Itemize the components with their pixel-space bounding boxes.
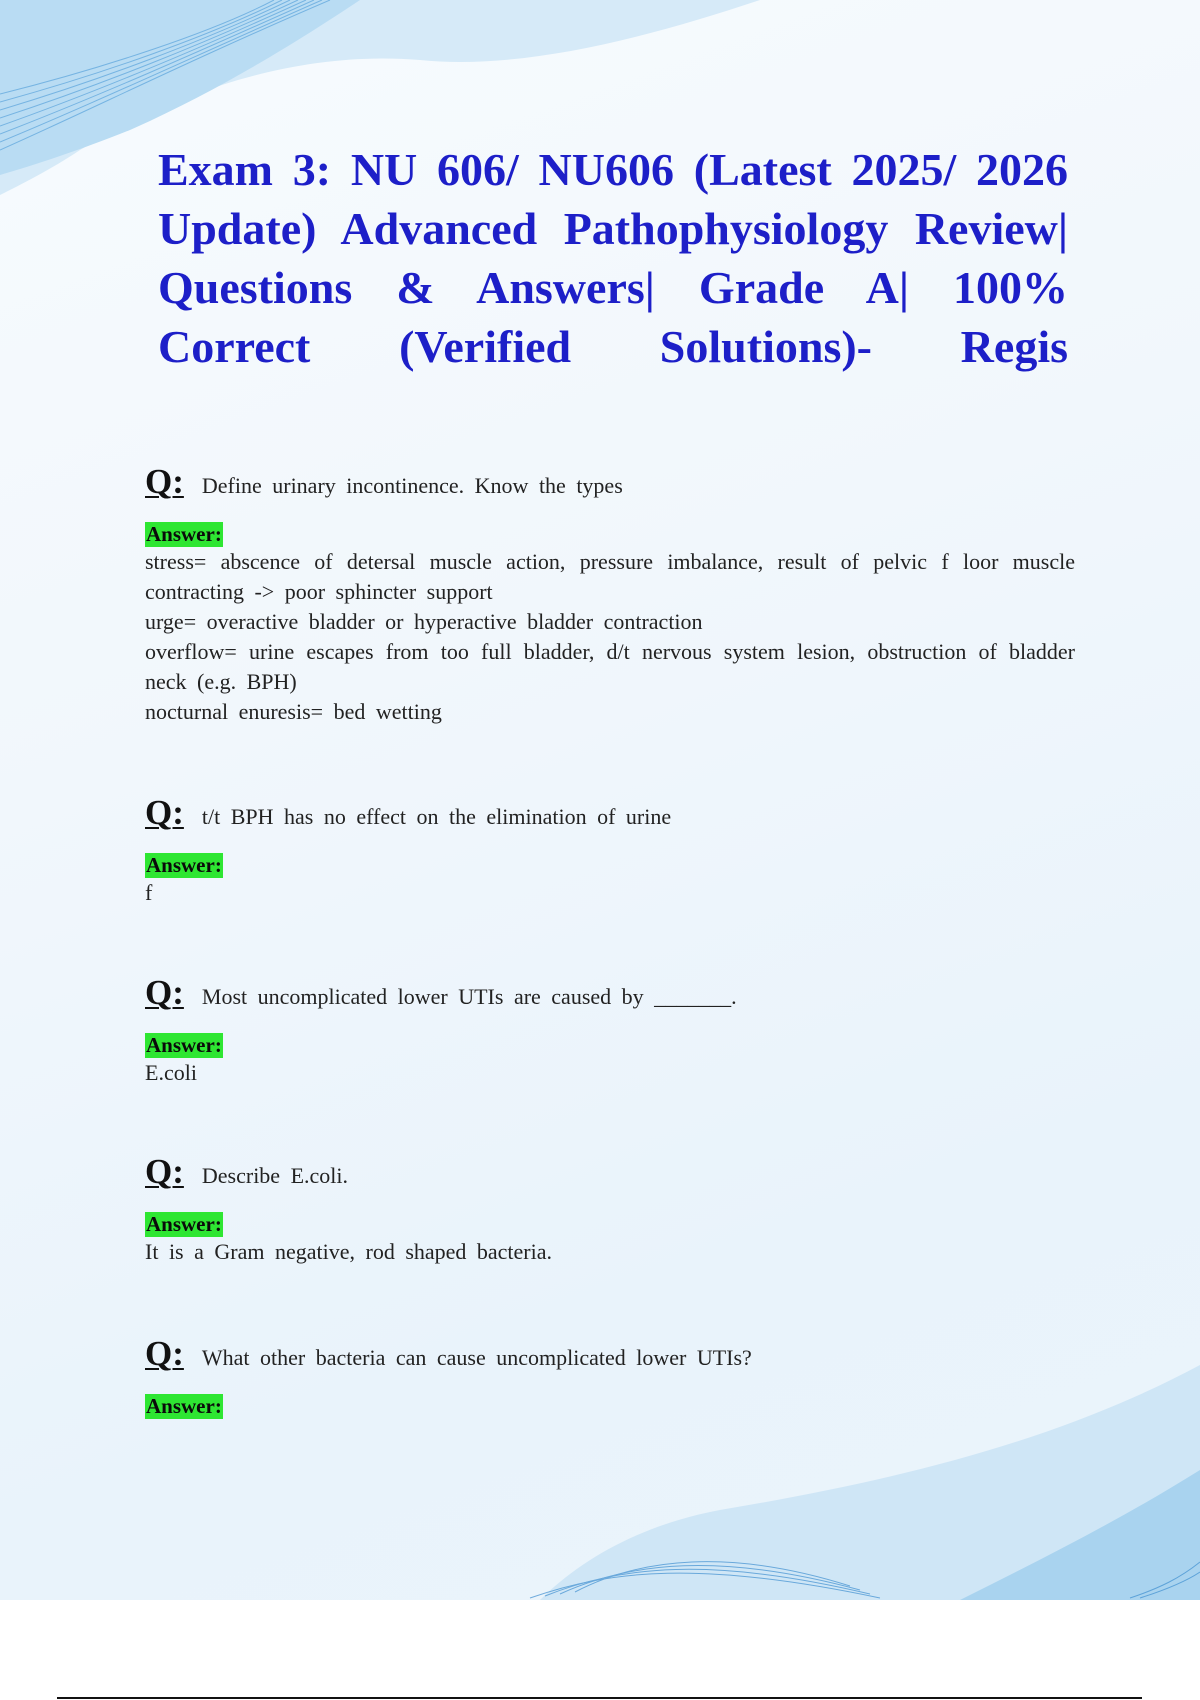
qa-item-3 (145, 973, 1075, 1088)
question-text: t/t BPH has no effect on the elimination of urine (201, 804, 672, 829)
question-line (145, 1334, 1075, 1374)
question-text: What other bacteria can cause uncomplicated lower UTIs? (201, 1345, 752, 1370)
document-title: Exam 3: NU 606/ NU606 (Latest 2025/ 2026 Update) Advanced Pathophysiology Review| Questions & Answers| Grade A| 100% Correct (Verified Solutions)- Regis (158, 144, 1068, 372)
answer-line: stress= abscence of detersal muscle action, pressure imbalance, result of pelvic f loor muscle contracting -> poor sphincter support (145, 549, 1075, 604)
question-text: Define urinary incontinence. Know the types (201, 473, 623, 498)
question-label: Q: (145, 1152, 184, 1191)
question-label: Q: (145, 1334, 184, 1373)
answer-label: Answer: (146, 853, 222, 877)
answer-line: urge= overactive bladder or hyperactive bladder contraction (145, 609, 703, 634)
qa-item-2 (145, 793, 1075, 908)
question-line (145, 973, 1075, 1013)
answer-text (145, 1237, 1075, 1267)
question-line (145, 462, 1075, 502)
question-text: Describe E.coli. (201, 1163, 348, 1188)
answer-line: It is a Gram negative, rod shaped bacteria. (145, 1239, 553, 1264)
answer-text (145, 878, 1075, 908)
qa-item-4 (145, 1152, 1075, 1267)
answer-label: Answer: (146, 1394, 222, 1418)
question-label: Q: (145, 793, 184, 832)
question-label: Q: (145, 973, 184, 1012)
answer-line: E.coli (145, 1060, 197, 1085)
answer-text (145, 547, 1075, 727)
qa-item-1 (145, 462, 1075, 727)
answer-line: nocturnal enuresis= bed wetting (145, 699, 442, 724)
answer-label: Answer: (146, 1212, 222, 1236)
question-line (145, 1152, 1075, 1192)
qa-item-5 (145, 1334, 1075, 1419)
answer-text (145, 1058, 1075, 1088)
question-line (145, 793, 1075, 833)
question-label: Q: (145, 462, 184, 501)
answer-label: Answer: (146, 1033, 222, 1057)
question-text: Most uncomplicated lower UTIs are caused by _______. (201, 984, 737, 1009)
footer-divider (57, 1697, 1142, 1699)
answer-line: f (145, 880, 153, 905)
answer-line: overflow= urine escapes from too full bladder, d/t nervous system lesion, obstruction of bladder neck (e.g. BPH) (145, 639, 1075, 694)
answer-label: Answer: (146, 522, 222, 546)
